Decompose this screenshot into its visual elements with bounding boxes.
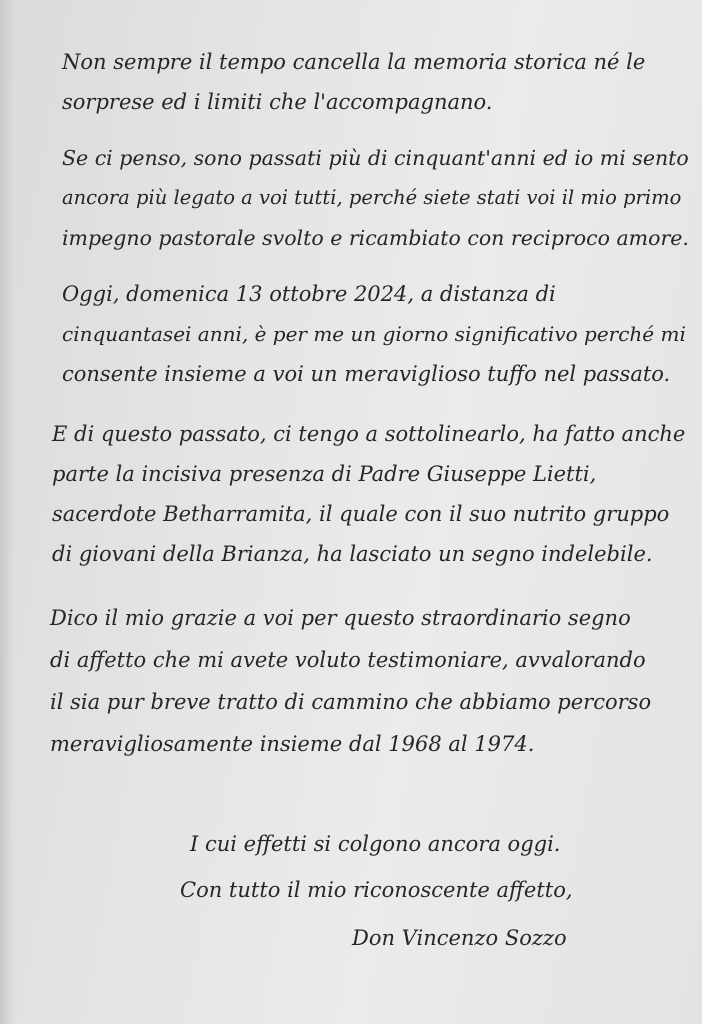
letter-line: Oggi, domenica 13 ottobre 2024, a distanza di bbox=[62, 282, 556, 306]
signature: Don Vincenzo Sozzo bbox=[352, 926, 567, 950]
letter-line: il sia pur breve tratto di cammino che abbiamo percorso bbox=[50, 690, 652, 714]
letter-line: Dico il mio grazie a voi per questo straordinario segno bbox=[50, 606, 631, 630]
letter-line: meravigliosamente insieme dal 1968 al 1974. bbox=[50, 732, 535, 756]
closing-line: I cui effetti si colgono ancora oggi. bbox=[190, 832, 561, 856]
letter-line: Non sempre il tempo cancella la memoria storica né le bbox=[62, 50, 646, 74]
letter-line: di giovani della Brianza, ha lasciato un segno indelebile. bbox=[52, 542, 653, 566]
letter-line: di affetto che mi avete voluto testimoniare, avvalorando bbox=[50, 648, 646, 672]
letter-line: sorprese ed i limiti che l'accompagnano. bbox=[62, 90, 493, 114]
letter-line: E di questo passato, ci tengo a sottolinearlo, ha fatto anche bbox=[52, 422, 686, 446]
paper-fold-shadow bbox=[0, 0, 14, 1024]
closing-line: Con tutto il mio riconoscente affetto, bbox=[180, 878, 573, 902]
letter-line: ancora più legato a voi tutti, perché siete stati voi il mio primo bbox=[62, 186, 682, 209]
letter-line: impegno pastorale svolto e ricambiato con reciproco amore. bbox=[62, 226, 689, 250]
letter-line: parte la incisiva presenza di Padre Giuseppe Lietti, bbox=[52, 462, 597, 486]
letter-line: cinquantasei anni, è per me un giorno significativo perché mi bbox=[62, 322, 686, 346]
letter-line: consente insieme a voi un meraviglioso tuffo nel passato. bbox=[62, 362, 671, 386]
letter-line: Se ci penso, sono passati più di cinquant'anni ed io mi sento bbox=[62, 146, 689, 170]
letter-line: sacerdote Betharramita, il quale con il suo nutrito gruppo bbox=[52, 502, 670, 526]
